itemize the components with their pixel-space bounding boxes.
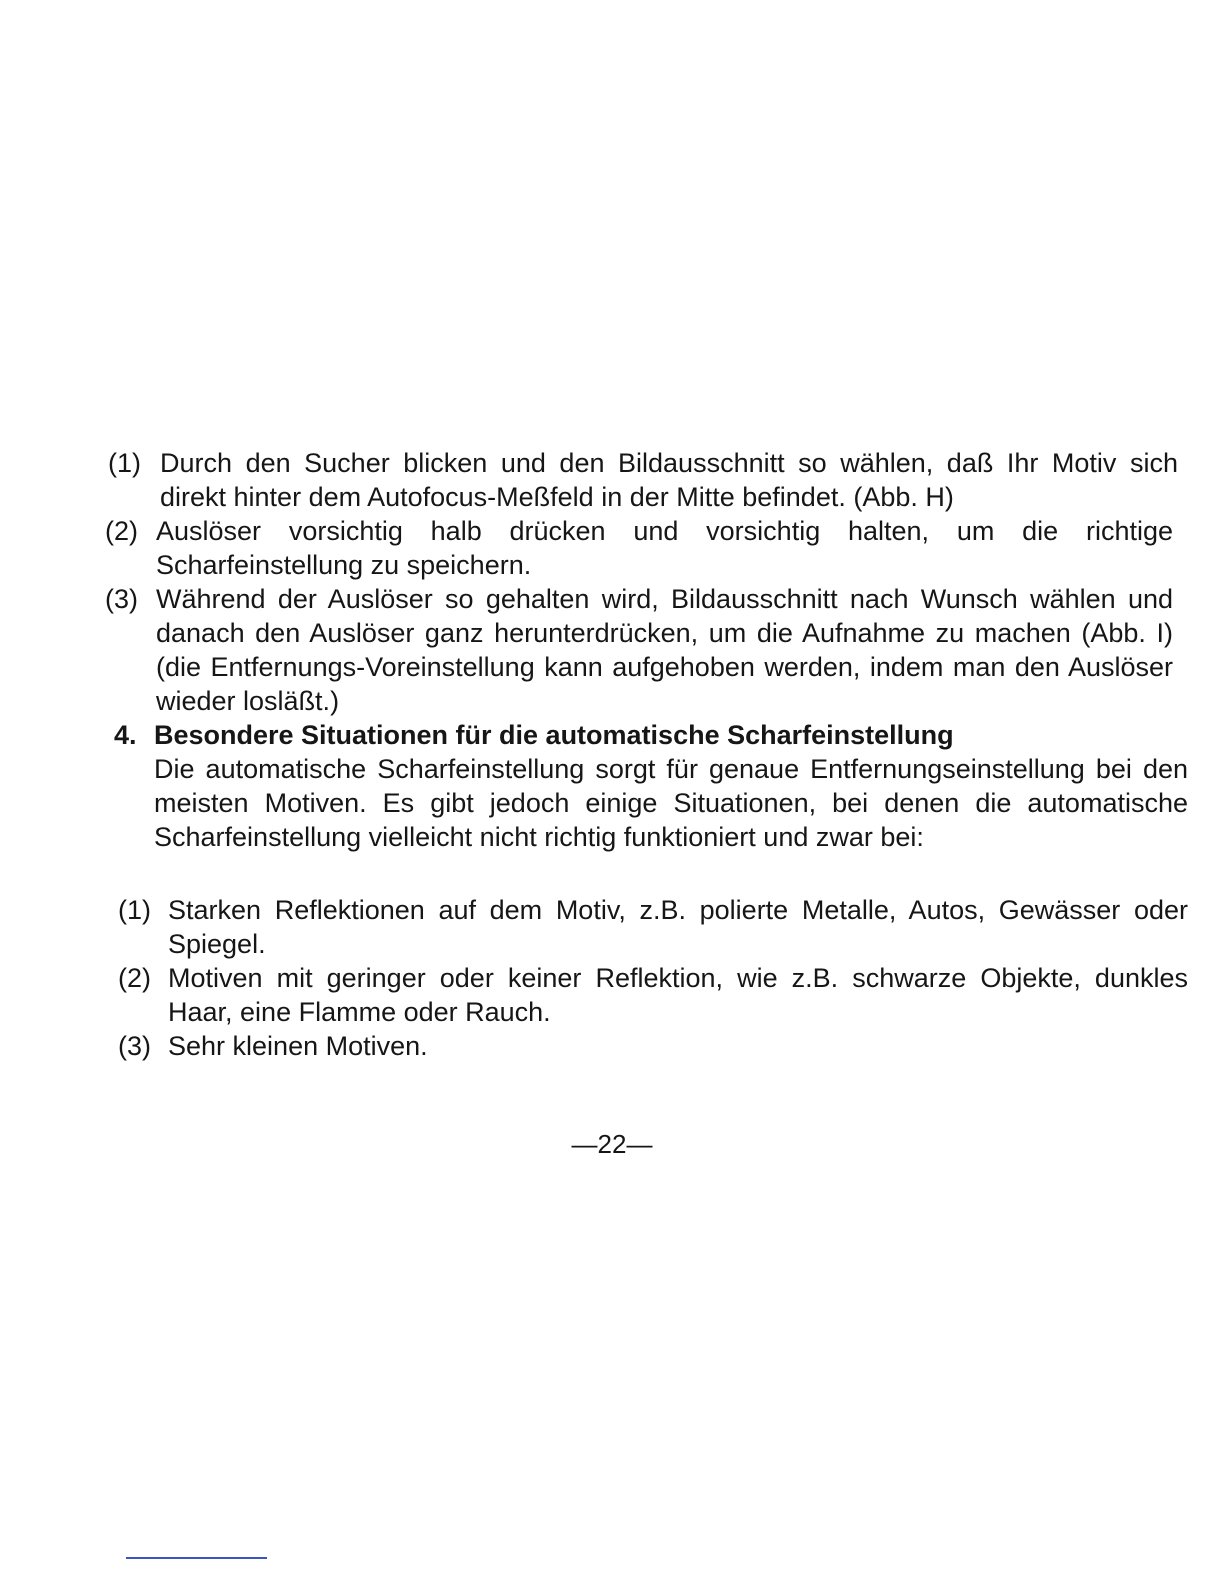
list-item-text: Sehr kleinen Motiven.	[168, 1031, 428, 1061]
list-item-number: (1)	[108, 448, 141, 478]
section-body: Die automatische Scharfeinstellung sorgt für genaue Entfernungseinstellung bei den meisten Motiven. Es gibt jedoch einige Situationen, bei denen die automatische Scharfeinstellung vielleicht nicht richtig funktioniert und zwar bei:	[154, 754, 1188, 852]
footer-rule	[126, 1557, 267, 1559]
section	[114, 718, 1188, 854]
page-number: —22—	[571, 1129, 653, 1159]
list-item	[118, 961, 1188, 1029]
list-item-text: Durch den Sucher blicken und den Bildausschnitt so wählen, daß Ihr Motiv sich direkt hinter dem Autofocus-Meßfeld in der Mitte befindet. (Abb. H)	[160, 448, 1178, 512]
list-item-number: (2)	[105, 516, 138, 546]
list-item	[108, 446, 1178, 514]
list-item-text: Während der Auslöser so gehalten wird, Bildausschnitt nach Wunsch wählen und danach den Auslöser ganz herunterdrücken, um die Aufnahme zu machen (Abb. I) (die Entfernungs-Voreinstellung kann aufgehoben werden, indem man den Auslöser wieder losläßt.)	[156, 584, 1173, 716]
list-item-number: (3)	[118, 1031, 151, 1061]
list-item	[118, 893, 1188, 961]
section-heading: Besondere Situationen für die automatische Scharfeinstellung	[154, 720, 954, 750]
list-item-text: Motiven mit geringer oder keiner Reflektion, wie z.B. schwarze Objekte, dunkles Haar, eine Flamme oder Rauch.	[168, 963, 1188, 1027]
list-item-number: (2)	[118, 963, 151, 993]
list-item	[105, 582, 1173, 718]
list-item	[118, 1029, 1188, 1063]
section-number: 4.	[114, 720, 137, 750]
list-item	[105, 514, 1173, 582]
list-item-number: (3)	[105, 584, 138, 614]
list-item-text: Auslöser vorsichtig halb drücken und vorsichtig halten, um die richtige Scharfeinstellung zu speichern.	[156, 516, 1173, 580]
list-item-text: Starken Reflektionen auf dem Motiv, z.B. polierte Metalle, Autos, Gewässer oder Spiegel.	[168, 895, 1188, 959]
list-item-number: (1)	[118, 895, 151, 925]
